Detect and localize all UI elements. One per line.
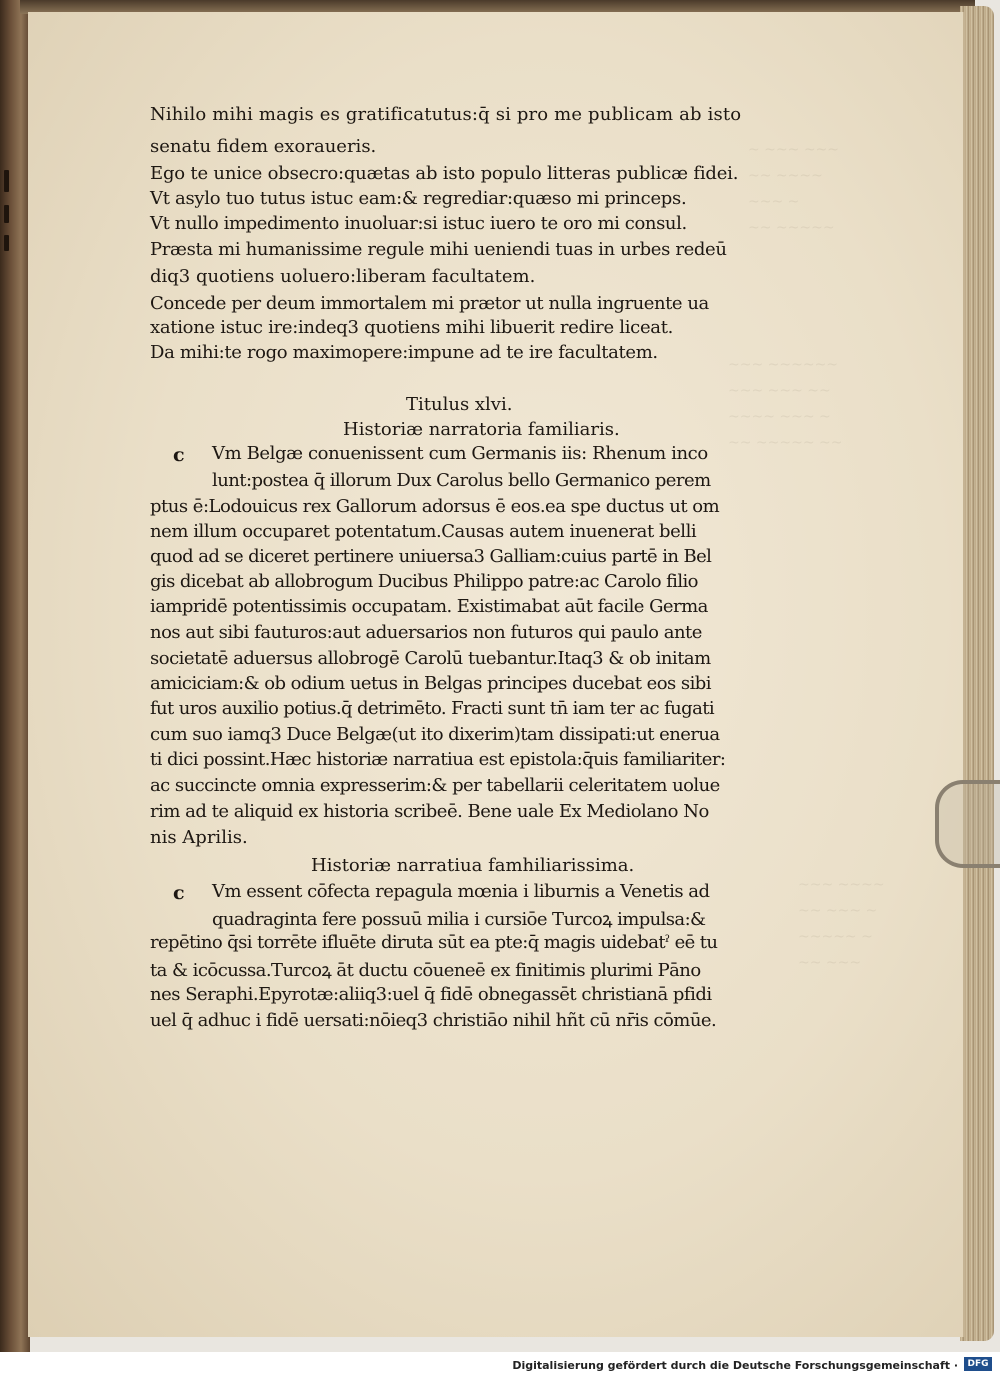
text-line: ptus ē:Lodouicus rex Gallorum adorsus ē eos.ea spe ductus ut om <box>150 496 720 517</box>
text-line: Vm Belgæ conuenissent cum Germanis iis: Rhenum inco <box>212 443 708 464</box>
text-line: lunt:postea q̄ illorum Dux Carolus bello Germanico perem <box>212 470 711 491</box>
metal-page-clip <box>935 780 1000 868</box>
binding-mark <box>4 170 9 192</box>
text-line: quadraginta fere possuū milia i cursiōe Turcoꝝ impulsa:& <box>212 909 706 930</box>
text-line: nos aut sibi fauturos:aut aduersarios non futuros qui paulo ante <box>150 622 702 643</box>
text-line: xatione istuc ire:indeq3 quotiens mihi libuerit redire liceat. <box>150 317 674 338</box>
binding-mark <box>4 205 9 223</box>
text-line: ta & icōcussa.Turcoꝝ āt ductu cōueneē ex finitimis plurimi Pāno <box>150 960 701 981</box>
text-line: Nihilo mihi magis es gratificatutus:q̄ si pro me publicam ab isto <box>150 104 742 125</box>
text-line: rim ad te aliquid ex historia scribeē. Bene uale Ex Mediolano No <box>150 801 709 822</box>
section-title: Historiæ narratiua famhiliarissima. <box>311 855 635 876</box>
text-line: Concede per deum immortalem mi prætor ut nulla ingruente ua <box>150 293 709 314</box>
text-line: Vt nullo impedimento inuoluar:si istuc iuero te oro mi consul. <box>150 213 687 234</box>
text-line: Ego te unice obsecro:quætas ab isto populo litteras publicæ fidei. <box>150 163 739 184</box>
text-line: nis Aprilis. <box>150 827 248 848</box>
text-line: fut uros auxilio potius.q̄ detrimēto. Fracti sunt tn̄ iam ter ac fugati <box>150 698 715 719</box>
text-line: Vt asylo tuo tutus istuc eam:& regrediar:quæso mi princeps. <box>150 188 687 209</box>
binding-mark <box>4 235 9 251</box>
text-line: ac succincte omnia expresserim:& per tabellarii celeritatem uolue <box>150 775 720 796</box>
text-line: Da mihi:te rogo maximopere:impune ad te ire facultatem. <box>150 342 658 363</box>
text-line: senatu fidem exoraueris. <box>150 136 377 157</box>
footer-bar <box>0 1352 1000 1377</box>
text-line: cum suo iamq3 Duce Belgæ(ut ito dixerim)tam dissipati:ut enerua <box>150 724 720 745</box>
text-line: nes Seraphi.Epyrotæ:aliiq3:uel q̄ fidē obnegassēt christianā pfidi <box>150 984 712 1005</box>
text-line: iampridē potentissimis occupatam. Existimabat aūt facile Germa <box>150 596 708 617</box>
text-line: quod ad se diceret pertinere uniuersa3 Galliam:cuius partē in Bel <box>150 546 712 567</box>
text-line: amiciciam:& ob odium uetus in Belgas principes ducebat eos sibi <box>150 673 711 694</box>
text-line: societatē aduersus allobrogē Carolū tuebantur.Itaq3 & ob initam <box>150 648 711 669</box>
page-edges <box>960 6 994 1341</box>
text-line: gis dicebat ab allobrogum Ducibus Philippo patre:ac Carolo filio <box>150 571 698 592</box>
text-line: uel q̄ adhuc i fidē uersati:nōieq3 christiāo nihil hñt cū nr̄is cōmūe. <box>150 1010 717 1031</box>
funding-credit: Digitalisierung gefördert durch die Deutsche Forschungsgemeinschaft · <box>512 1359 958 1372</box>
text-line: Præsta mi humanissime regule mihi ueniendi tuas in urbes redeū <box>150 239 727 260</box>
text-line: ti dici possint.Hæc historiæ narratiua est epistola:q̄uis familiariter: <box>150 749 726 770</box>
bleed-through: ~~~ ~~~~~~ ~~~ ~~~ ~~ ~~~~ ~~~ ~ ~~ ~~~~~ ~~ <box>728 357 843 451</box>
initial-letter: c <box>173 882 185 904</box>
text-line: repētino q̄si torrēte ifluēte diruta sūt ea pte:q̄ magis uidebatˀ eē tu <box>150 932 718 953</box>
initial-letter: c <box>173 444 185 466</box>
bleed-through: ~ ~~~ ~~~ ~~ ~~~~ ~~~ ~ ~~ ~~~~~ <box>748 142 840 236</box>
text-line: diq3 quotiens uoluero:liberam facultatem. <box>150 266 536 287</box>
text-line: nem illum occuparet potentatum.Causas autem inuenerat belli <box>150 521 697 542</box>
bleed-through: ~~~ ~~~~ ~~ ~~~ ~ ~~~~~ ~ ~~ ~~~ <box>798 877 885 971</box>
dfg-logo: DFG <box>964 1357 992 1371</box>
book-binding <box>0 0 30 1360</box>
section-title: Historiæ narratoria familiaris. <box>343 419 620 440</box>
section-number: Titulus xlvi. <box>406 394 513 415</box>
text-line: Vm essent cōfecta repagula mœnia i liburnis a Venetis ad <box>212 881 710 902</box>
